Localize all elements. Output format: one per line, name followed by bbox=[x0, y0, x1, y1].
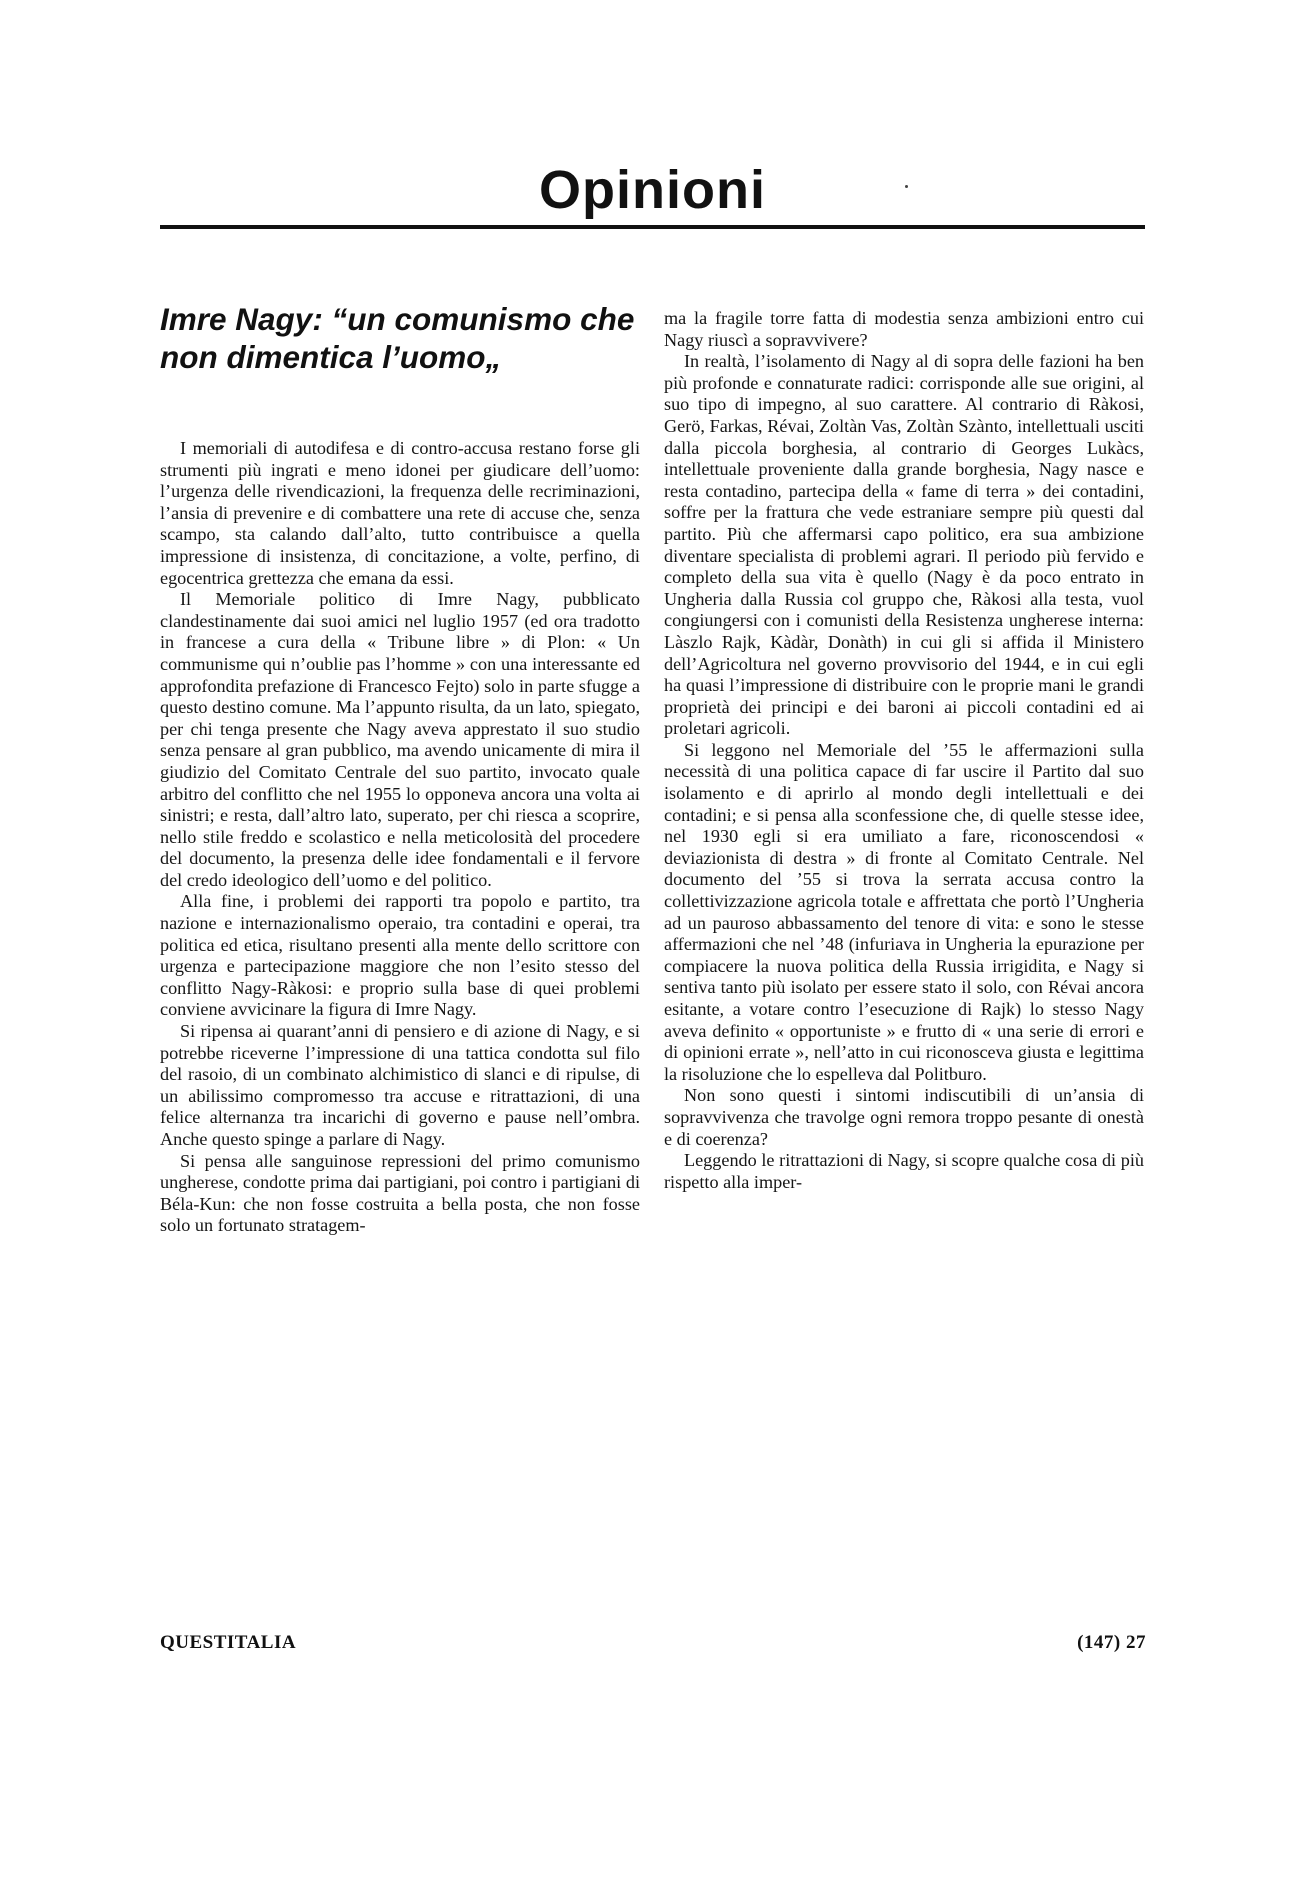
paragraph: Non sono questi i sintomi indiscutibili di un’ansia di sopravvivenza che travolge ogni remora troppo pesante di onestà e di coerenza? bbox=[664, 1085, 1144, 1149]
paragraph: ma la fragile torre fatta di modestia senza ambizioni entro cui Nagy riuscì a sopravvivere? bbox=[664, 308, 1144, 350]
print-speck bbox=[905, 185, 908, 188]
title-rule bbox=[160, 225, 1145, 229]
article-headline: Imre Nagy: “un comunismo che non dimentica l’uomo„ bbox=[160, 301, 635, 375]
page-number: (147) 27 bbox=[1077, 1632, 1146, 1653]
paragraph: In realtà, l’isolamento di Nagy al di sopra delle fazioni ha ben più profonde e connaturate radici: corrisponde alle sue origini, al suo tipo di impegno, al suo carattere. Al contrario di Ràkosi, Gerö, Farkas, Révai, Zoltàn Vas, Zoltàn Szànto, intellettuali usciti dalla piccola borghesia, al contrario di Georges Lukàcs, intellettuale proveniente dalla grande borghesia, Nagy nasce e resta contadino, partecipa della « fame di terra » dei contadini, soffre per la frattura che vede estraniare sempre più questi dal partito. Più che affermarsi capo politico, era sua ambizione diventare specialista di problemi agrari. Il periodo più fervido e completo della sua vita è quello (Nagy è da poco entrato in Ungheria dalla Russia col gruppo che, Ràkosi alla testa, vuol congiungersi con i comunisti della Resistenza ungherese interna: Làszlo Rajk, Kàdàr, Donàth) in cui gli si affida il Ministero dell’Agricoltura nel governo provvisorio del 1944, e in cui egli ha quasi l’impressione di distribuire con le proprie mani le grandi proprietà dei principi e dei baroni ai piccoli contadini ed ai proletari agricoli. bbox=[664, 351, 1144, 739]
right-column bbox=[664, 308, 1144, 1193]
left-column bbox=[160, 300, 640, 1237]
paragraph: Si ripensa ai quarant’anni di pensiero e di azione di Nagy, e si potrebbe riceverne l’impressione di una tattica condotta sul filo del rasoio, di un combinato alchimistico di slanci e di ripulse, di un abilissimo compromesso tra accuse e ritrattazioni, di una felice alternanza tra incarichi di governo e pause nell’ombra. Anche questo spinge a parlare di Nagy. bbox=[160, 1021, 640, 1149]
publication-name: QUESTITALIA bbox=[160, 1632, 297, 1653]
paragraph: Il Memoriale politico di Imre Nagy, pubblicato clandestinamente dai suoi amici nel luglio 1957 (ed ora tradotto in francese a cura della « Tribune libre » di Plon: « Un communisme qui n’oublie pas l’homme » con una interessante ed approfondita prefazione di Francesco Fejto) solo in parte sfugge a questo destino comune. Ma l’appunto risulta, da un lato, spiegato, per chi tenga presente che Nagy aveva apprestato il suo studio senza pensare al gran pubblico, ma avendo unicamente di mira il giudizio del Comitato Centrale del suo partito, invocato quale arbitro del conflitto che nel 1955 lo opponeva ancora una volta ai sinistri; e resta, dall’altro lato, superato, per chi riesca a scoprire, nello stile freddo e scolastico e nella meticolosità del procedere del documento, la presenza delle idee fondamentali e il fervore del credo ideologico dell’uomo e del politico. bbox=[160, 589, 640, 890]
section-title: Opinioni bbox=[539, 160, 766, 220]
paragraph: Si leggono nel Memoriale del ’55 le affermazioni sulla necessità di una politica capace di far uscire il Partito dal suo isolamento e di aprirlo al mondo degli intellettuali e dei contadini; e si pensa alla sconfessione che, di quelle stesse idee, nel 1930 egli si era umiliato a fare, riconoscendosi « deviazionista di destra » di fronte al Comitato Centrale. Nel documento del ’55 si trova la serrata accusa contro la collettivizzazione agricola totale e affrettata che portò l’Ungheria ad un pauroso abbassamento del tenore di vita: e sono le stesse affermazioni che nel ’48 (infuriava in Ungheria la epurazione per compiacere la nuova politica della Russia irrigidita, e Nagy si sentiva tanto più isolato per essere stato il solo, con Révai ancora esitante, a votare contro l’esecuzione di Rajk) lo stesso Nagy aveva definito « opportuniste » e frutto di « una serie di errori e di opinioni errate », nell’atto in cui riconosceva giusta e legittima la risoluzione che lo espelleva dal Politburo. bbox=[664, 739, 1144, 1084]
paragraph: Alla fine, i problemi dei rapporti tra popolo e partito, tra nazione e internazionalismo operaio, tra contadini e operai, tra politica ed etica, risultano presenti alla mente dello scrittore con urgenza e partecipazione maggiore che non l’esito stesso del conflitto Nagy-Ràkosi: e proprio sulla base di quei problemi conviene avvicinare la figura di Imre Nagy. bbox=[160, 891, 640, 1020]
paragraph: I memoriali di autodifesa e di contro-accusa restano forse gli strumenti più ingrati e meno idonei per giudicare dell’uomo: l’urgenza delle rivendicazioni, la frequenza delle recriminazioni, l’ansia di prevenire e di combattere una rete di accuse che, senza scampo, sta calando dall’alto, tutto contribuisce a quella impressione di insistenza, di concitazione, a volte, perfino, di egocentrica grettezza che emana da essi. bbox=[160, 438, 640, 588]
paragraph: Leggendo le ritrattazioni di Nagy, si scopre qualche cosa di più rispetto alla imper- bbox=[664, 1150, 1144, 1192]
paragraph: Si pensa alle sanguinose repressioni del primo comunismo ungherese, condotte prima dai partigiani, poi contro i partigiani di Béla-Kun: che non fosse costruita a bella posta, che non fosse solo un fortunato stratagem- bbox=[160, 1150, 640, 1236]
